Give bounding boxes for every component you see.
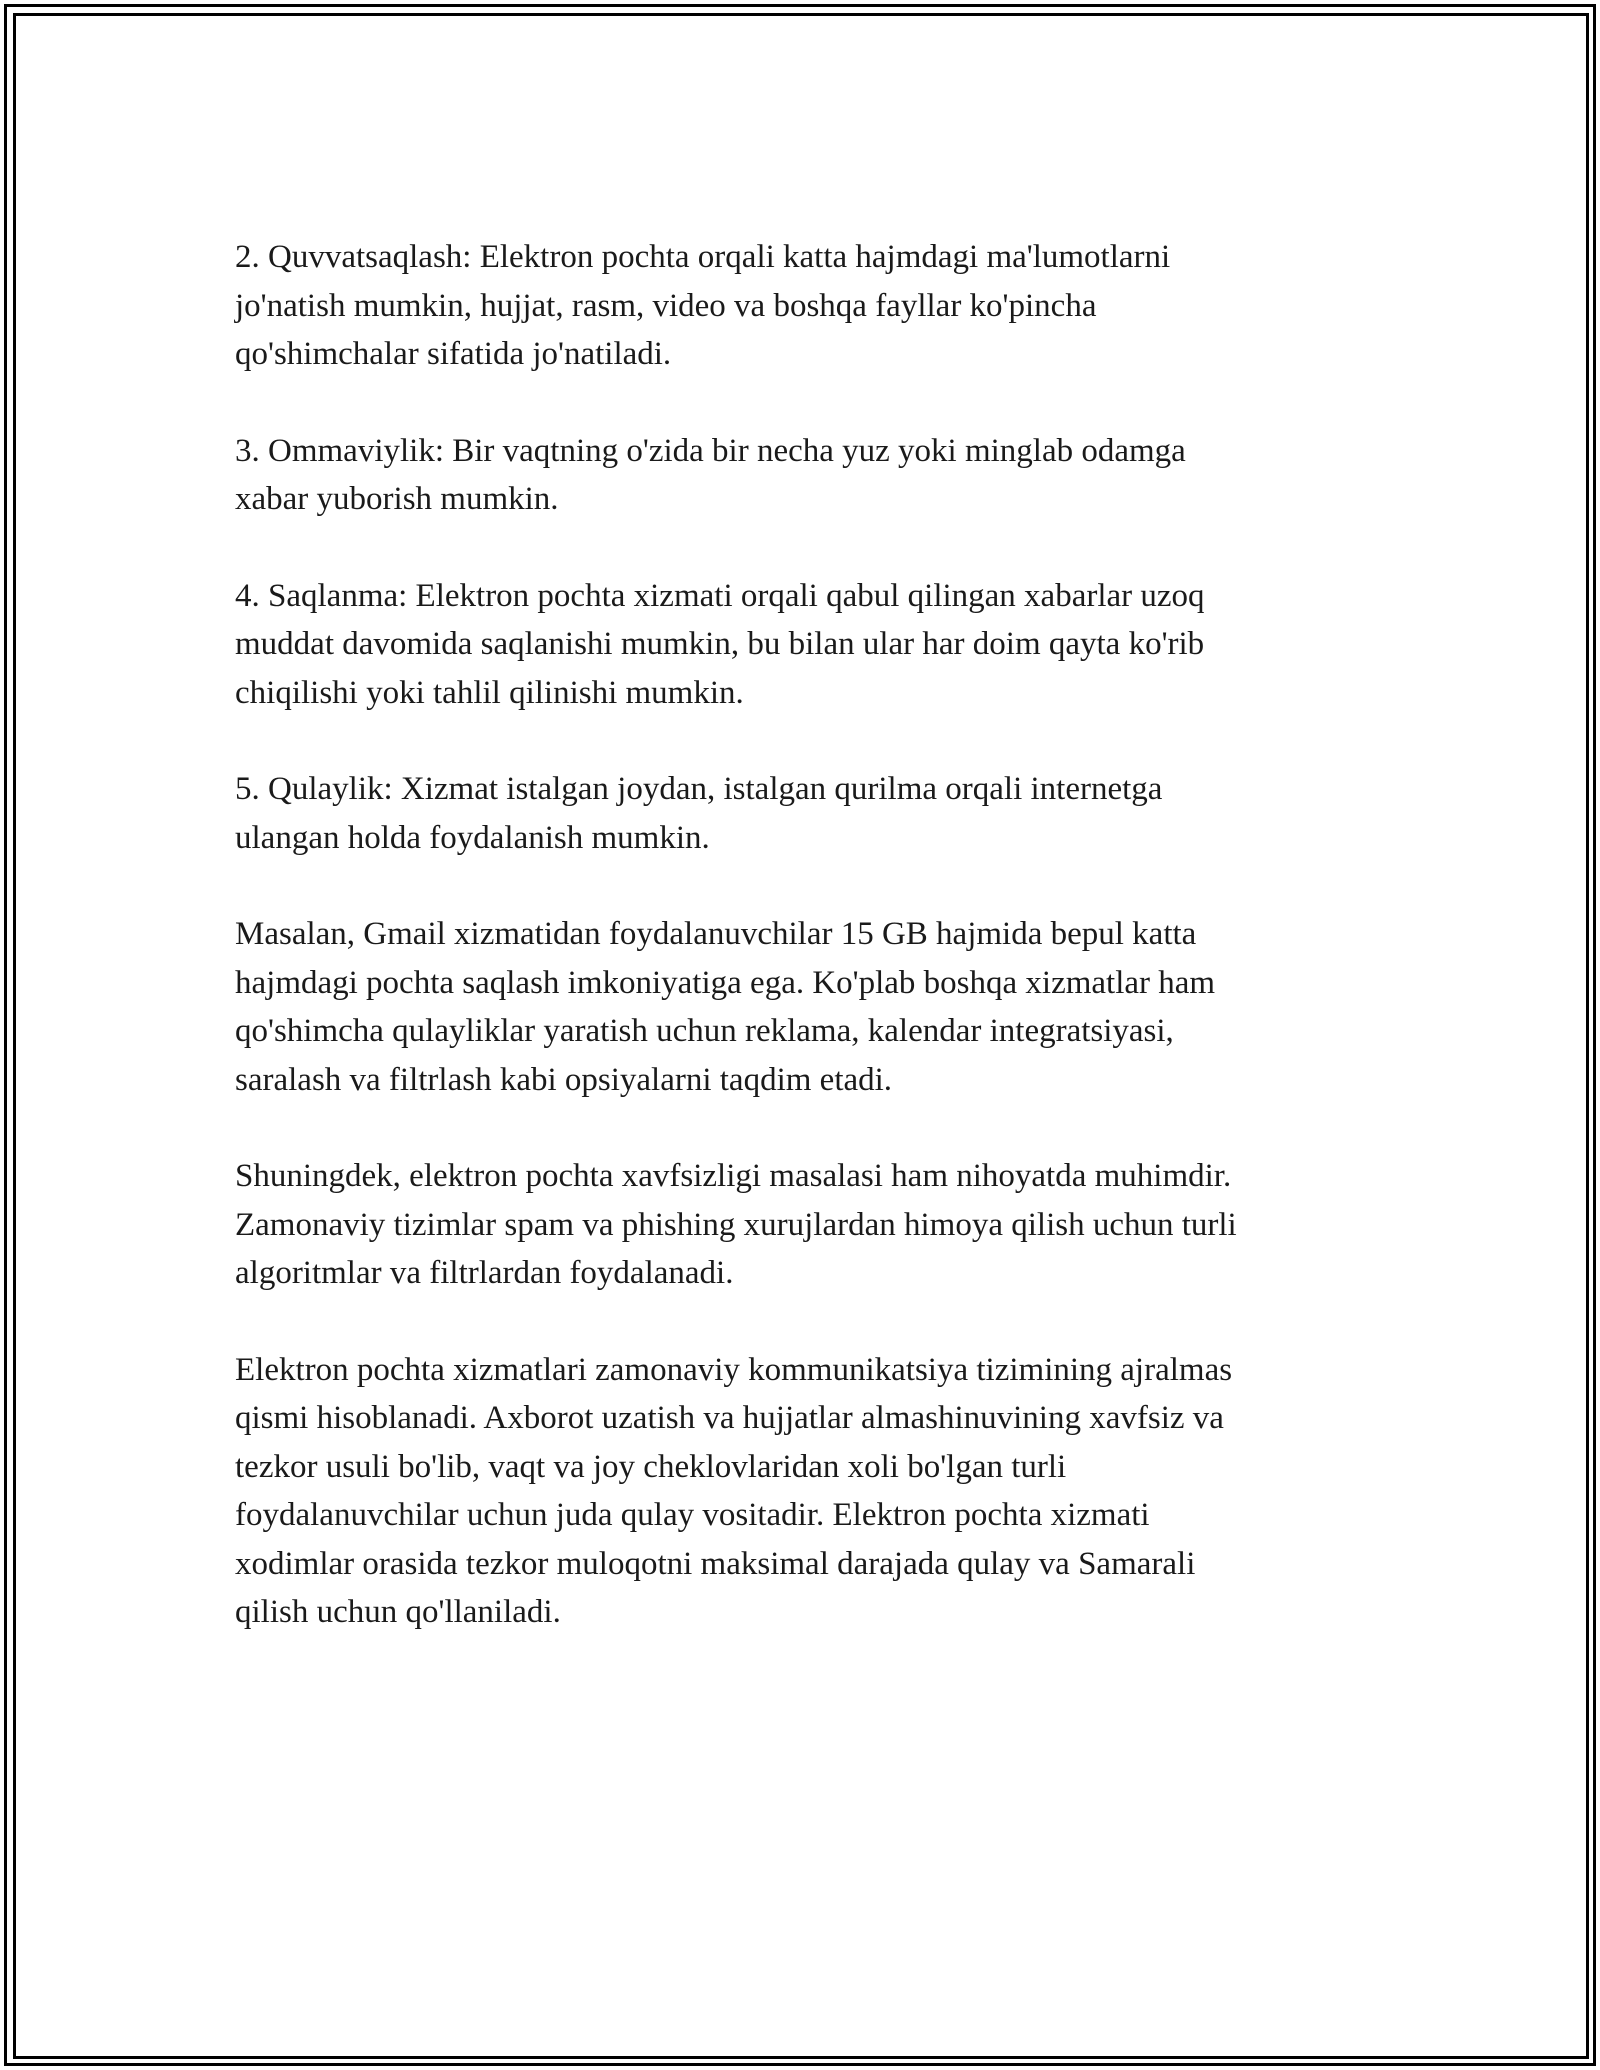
paragraph-ommaviylik — [235, 427, 1365, 524]
paragraph-security — [235, 1152, 1365, 1298]
text-line: tezkor usuli bo'lib, vaqt va joy cheklovlaridan xoli bo'lgan turli — [235, 1448, 1067, 1485]
paragraph-conclusion — [235, 1346, 1365, 1637]
text-line: foydalanuvchilar uchun juda qulay vositadir. Elektron pochta xizmati — [235, 1497, 1150, 1533]
text-line: hajmdagi pochta saqlash imkoniyatiga ega. Ko'plab boshqa xizmatlar ham — [235, 964, 1216, 1001]
text-line: 3. Ommaviylik: Bir vaqtning o'zida bir necha yuz yoki minglab odamga — [235, 432, 1186, 469]
document-body — [235, 233, 1365, 1685]
text-line: ulangan holda foydalanish mumkin. — [235, 819, 710, 856]
text-line: Masalan, Gmail xizmatidan foydalanuvchilar 15 GB hajmida bepul katta — [235, 916, 1197, 952]
text-line: qismi hisoblanadi. Axborot uzatish va hujjatlar almashinuvining xavfsiz va — [235, 1400, 1224, 1436]
text-line: saralash va filtrlash kabi opsiyalarni taqdim etadi. — [235, 1061, 893, 1098]
text-line: muddat davomida saqlanishi mumkin, bu bilan ular har doim qayta ko'rib — [235, 626, 1205, 662]
paragraph-quvvatsaqlash — [235, 233, 1365, 379]
text-line: 5. Qulaylik: Xizmat istalgan joydan, istalgan qurilma orqali internetga — [235, 771, 1163, 807]
text-line: algoritmlar va filtrlardan foydalanadi. — [235, 1255, 734, 1291]
text-line: jo'natish mumkin, hujjat, rasm, video va boshqa fayllar ko'pincha — [235, 287, 1097, 324]
text-line: xabar yuborish mumkin. — [235, 481, 559, 517]
text-line: Shuningdek, elektron pochta xavfsizligi masalasi ham nihoyatda muhimdir. — [235, 1158, 1232, 1194]
paragraph-qulaylik — [235, 765, 1365, 862]
text-line: 2. Quvvatsaqlash: Elektron pochta orqali katta hajmdagi ma'lumotlarni — [235, 239, 1171, 275]
paragraph-saqlanma — [235, 572, 1365, 718]
text-line: xodimlar orasida tezkor muloqotni maksimal darajada qulay va Samarali — [235, 1545, 1196, 1582]
text-line: 4. Saqlanma: Elektron pochta xizmati orqali qabul qilingan xabarlar uzoq — [235, 577, 1205, 614]
text-line: chiqilishi yoki tahlil qilinishi mumkin. — [235, 674, 744, 711]
text-line: Zamonaviy tizimlar spam va phishing xurujlardan himoya qilish uchun turli — [235, 1206, 1237, 1243]
text-line: qilish uchun qo'llaniladi. — [235, 1594, 561, 1630]
text-line: qo'shimchalar sifatida jo'natiladi. — [235, 336, 672, 372]
text-line: Elektron pochta xizmatlari zamonaviy kommunikatsiya tizimining ajralmas — [235, 1351, 1233, 1388]
paragraph-gmail-example — [235, 910, 1365, 1104]
text-line: qo'shimcha qulayliklar yaratish uchun reklama, kalendar integratsiyasi, — [235, 1013, 1174, 1049]
